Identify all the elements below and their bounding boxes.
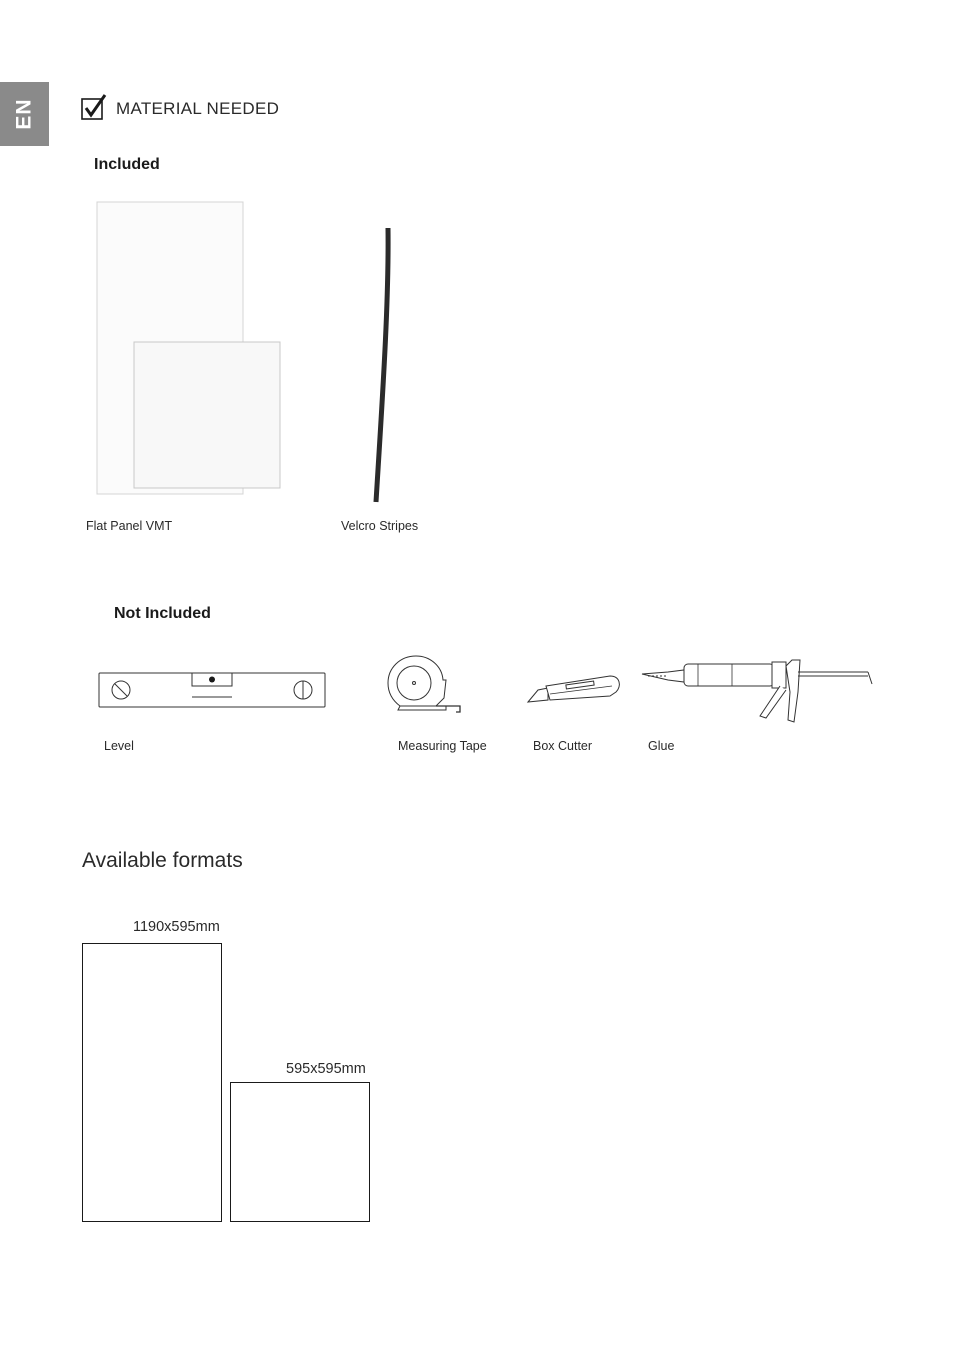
material-needed-title: MATERIAL NEEDED [116, 99, 280, 118]
box-cutter-label: Box Cutter [533, 739, 593, 753]
glue-label: Glue [648, 739, 675, 753]
flat-panel-label: Flat Panel VMT [86, 519, 173, 533]
level-icon [97, 668, 329, 712]
measuring-tape-icon [386, 654, 466, 716]
language-label: EN [12, 98, 36, 130]
format-square-label: 595x595mm [286, 1061, 366, 1077]
not-included-heading: Not Included [114, 605, 211, 622]
format-square-box [230, 1082, 370, 1222]
included-heading: Included [94, 156, 160, 173]
checkbox-checked-icon [81, 94, 107, 120]
velcro-stripes-label: Velcro Stripes [341, 519, 419, 533]
language-tab [0, 82, 49, 146]
level-label: Level [104, 739, 134, 753]
glue-gun-icon [640, 656, 876, 726]
format-large-box [82, 943, 222, 1222]
format-large-label: 1190x595mm [133, 919, 220, 935]
available-formats-title: Available formats [82, 849, 243, 872]
flat-panel-icon [95, 200, 285, 496]
velcro-stripe-icon [368, 224, 398, 506]
box-cutter-icon [526, 672, 624, 704]
measuring-tape-label: Measuring Tape [398, 739, 487, 753]
